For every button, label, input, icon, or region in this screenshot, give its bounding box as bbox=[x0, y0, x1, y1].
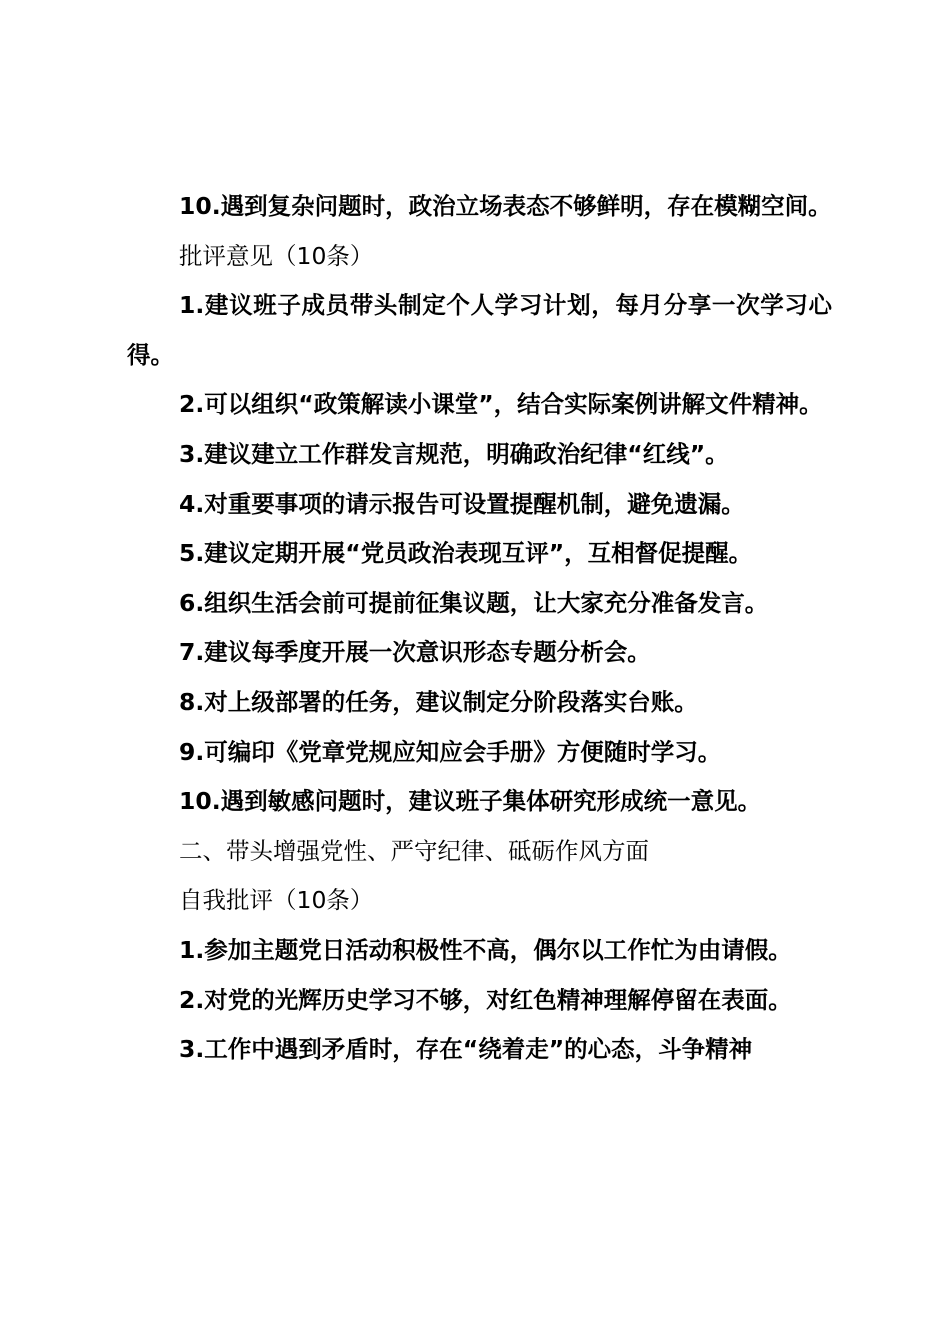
paragraph-opinion-item-3: 3.建议建立工作群发言规范，明确政治纪律“红线”。 bbox=[179, 439, 729, 468]
paragraph-self-criticism-item-10: 10.遇到复杂问题时，政治立场表态不够鲜明，存在模糊空间。 bbox=[179, 192, 832, 220]
paragraph-opinion-item-1: 1.建议班子成员带头制定个人学习计划，每月分享一次学习心得。 bbox=[127, 291, 832, 369]
paragraph-opinion-item-4: 4.对重要事项的请示报告可设置提醒机制，避免遗漏。 bbox=[179, 489, 745, 518]
heading-self-criticism: 自我批评（10条） bbox=[179, 886, 374, 915]
document-page bbox=[127, 182, 832, 1075]
paragraph-opinion-item-2: 2.可以组织“政策解读小课堂”，结合实际案例讲解文件精神。 bbox=[179, 390, 823, 419]
paragraph-self-item-3: 3.工作中遇到矛盾时，存在“绕着走”的心态，斗争精神 bbox=[179, 1035, 753, 1064]
heading-criticism-opinions: 批评意见（10条） bbox=[179, 241, 374, 270]
paragraph-opinion-item-9: 9.可编印《党章党规应知应会手册》方便随时学习。 bbox=[179, 737, 722, 766]
paragraph-opinion-item-7: 7.建议每季度开展一次意识形态专题分析会。 bbox=[179, 638, 651, 667]
paragraph-opinion-item-10: 10.遇到敏感问题时，建议班子集体研究形成统一意见。 bbox=[179, 787, 762, 816]
paragraph-opinion-item-5: 5.建议定期开展“党员政治表现互评”，互相督促提醒。 bbox=[179, 539, 753, 568]
paragraph-self-item-2: 2.对党的光辉历史学习不够，对红色精神理解停留在表面。 bbox=[179, 985, 792, 1014]
section-heading-two: 二、带头增强党性、严守纪律、砥砺作风方面 bbox=[179, 836, 649, 865]
paragraph-opinion-item-6: 6.组织生活会前可提前征集议题，让大家充分准备发言。 bbox=[179, 588, 769, 617]
paragraph-opinion-item-8: 8.对上级部署的任务，建议制定分阶段落实台账。 bbox=[179, 687, 698, 716]
paragraph-self-item-1: 1.参加主题党日活动积极性不高，偶尔以工作忙为由请假。 bbox=[179, 935, 792, 964]
